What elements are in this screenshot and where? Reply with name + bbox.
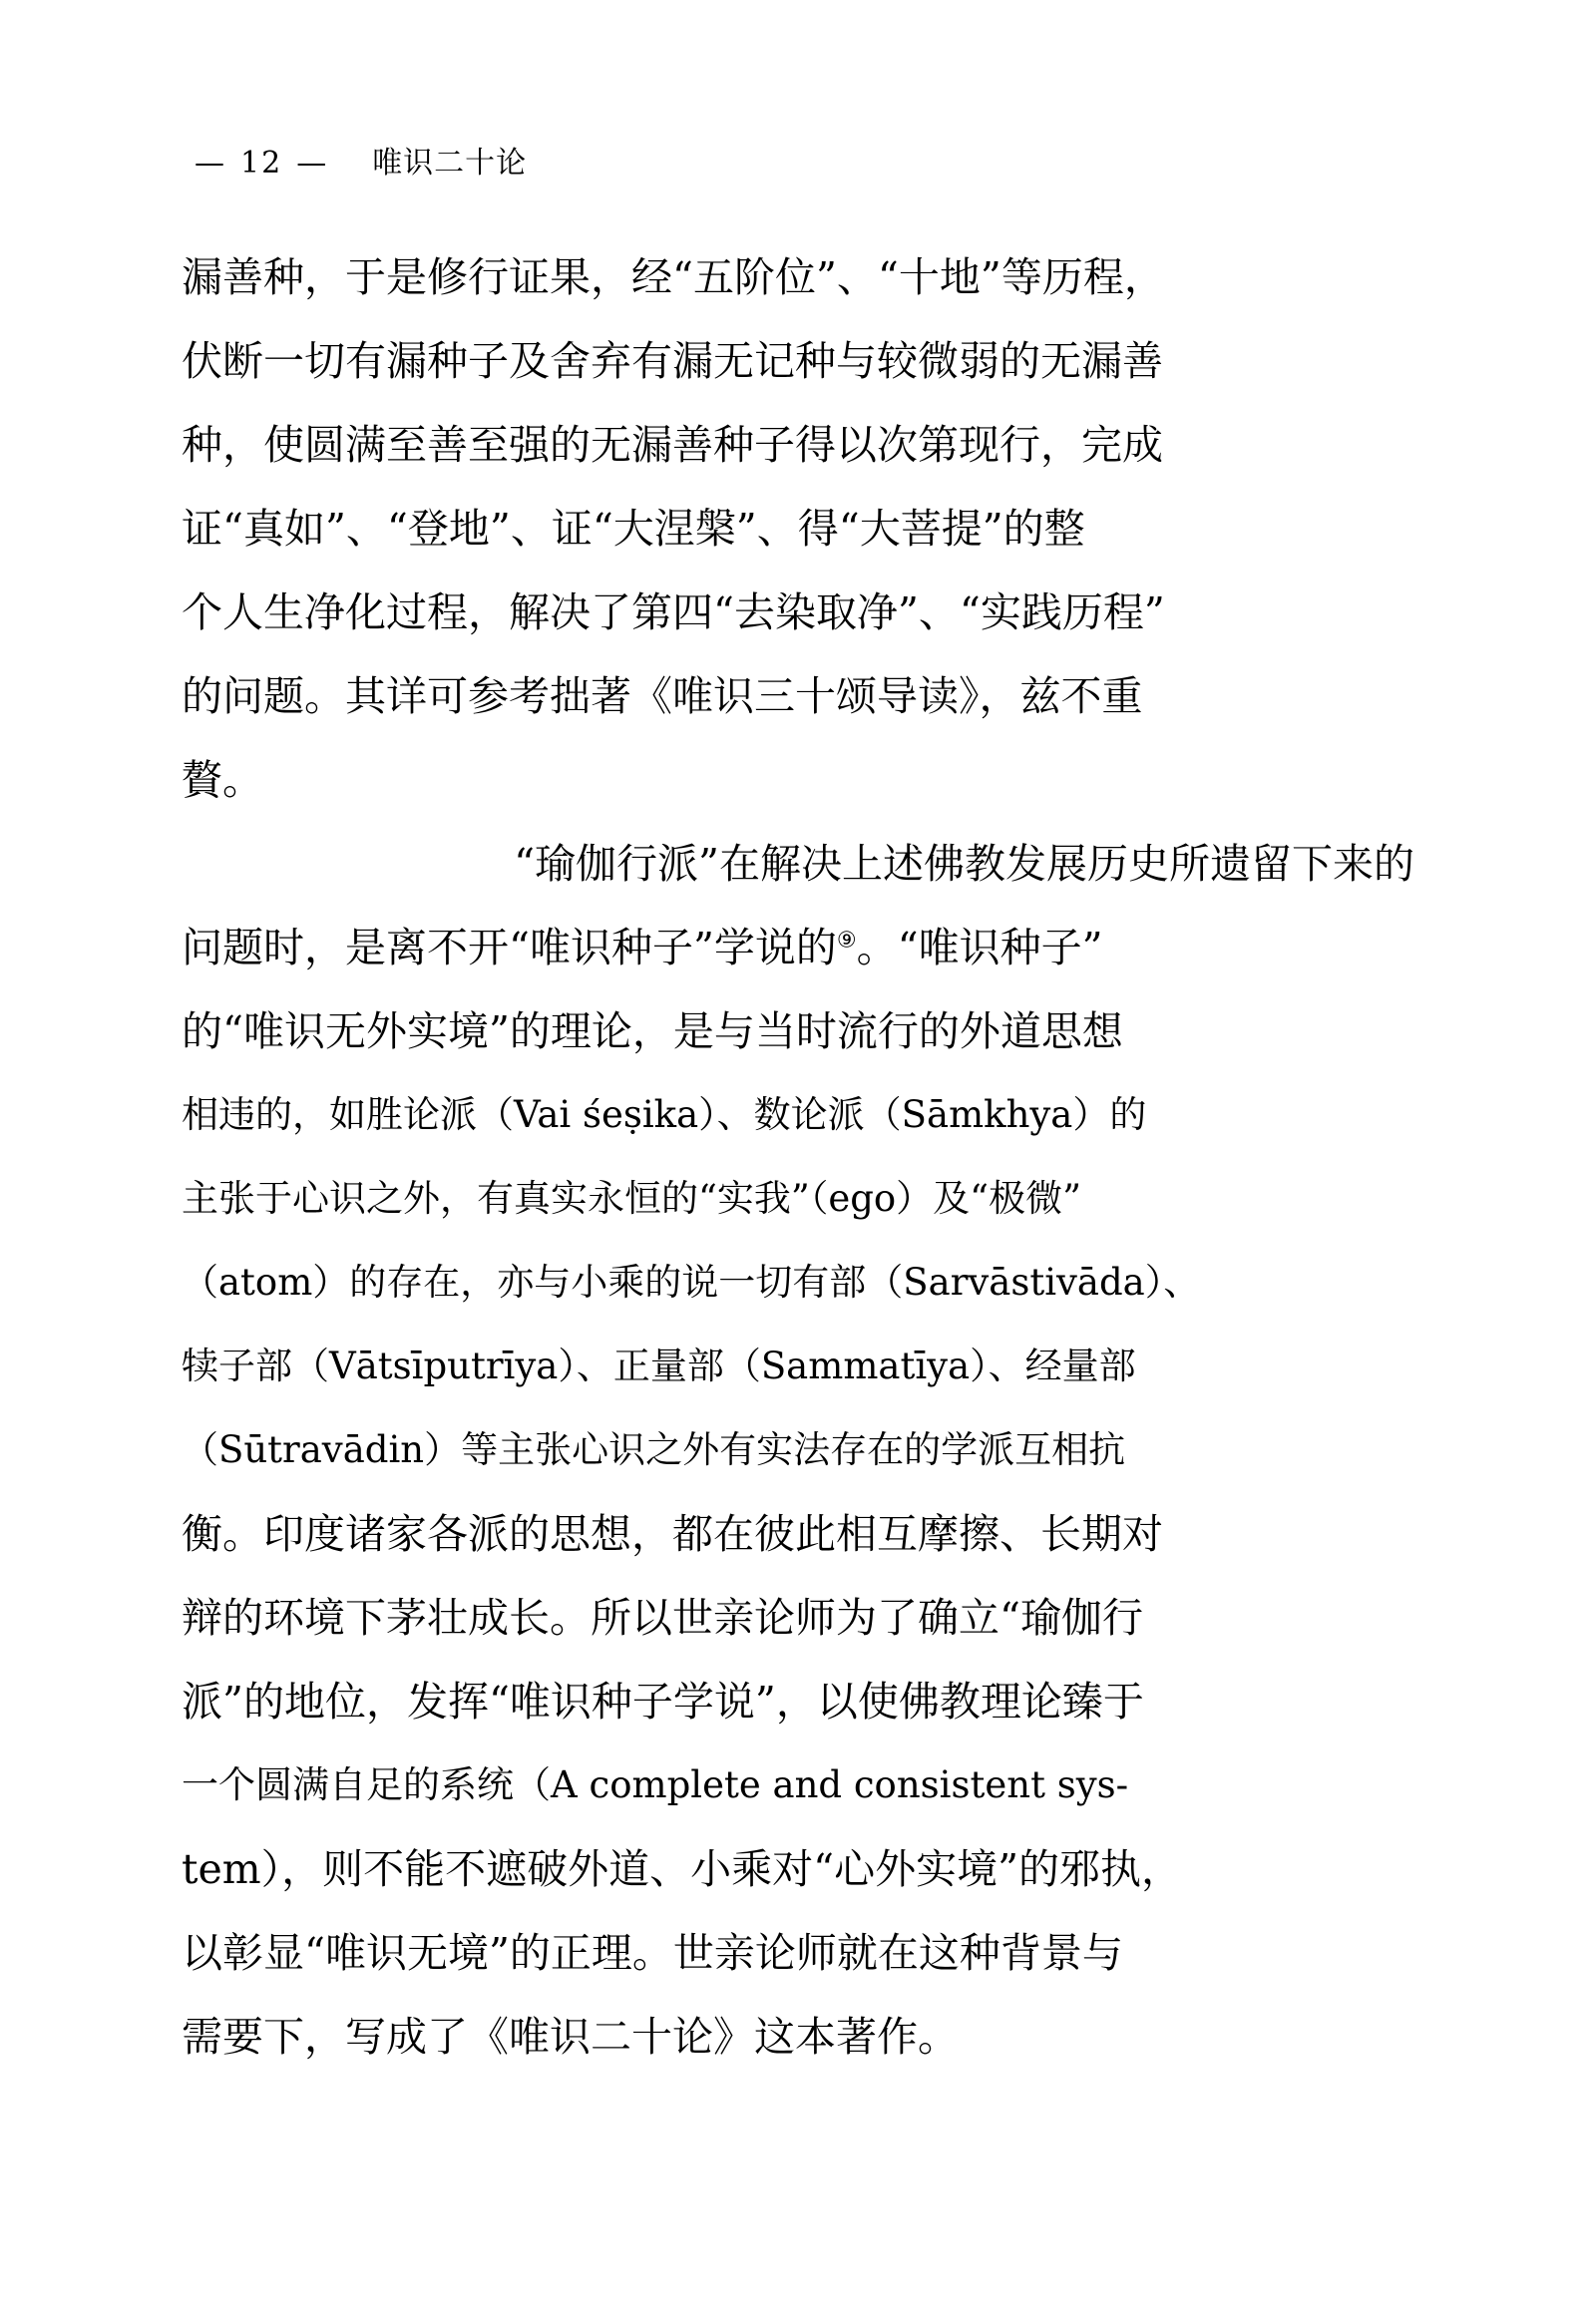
text-line [182, 1827, 1414, 1911]
text-line-content: 贅。 [182, 756, 263, 804]
text-line-content: 的“唯识无外实境”的理论，是与当时流行的外道思想 [182, 1007, 1123, 1055]
text-line [182, 1157, 1414, 1241]
text-line [182, 1241, 1414, 1325]
text-line-content-cont: 。“唯识种子” [856, 924, 1103, 971]
text-line [182, 1325, 1414, 1408]
text-line [182, 906, 1414, 989]
text-line-content: 派”的地位，发挥“唯识种子学说”，以使佛教理论臻于 [182, 1678, 1144, 1726]
text-line-content: “瑜伽行派”在解决上述佛教发展历史所遗留下来的 [514, 840, 1414, 888]
page-header [185, 138, 527, 182]
text-line [182, 571, 1414, 654]
header-left-dash: — [195, 146, 226, 181]
header-right-dash: — [296, 146, 329, 181]
footnote-marker: ⑨ [836, 928, 857, 954]
text-line [182, 1995, 1414, 2079]
text-line [182, 1073, 1414, 1157]
text-line-content: 的问题。其详可参考拙著《唯识三十颂导读》，兹不重 [182, 672, 1143, 720]
page-number: 12 [240, 146, 283, 181]
text-line-content: 犊子部（Vātsīputrīya）、正量部（Sammatīya）、经量部 [182, 1345, 1136, 1387]
text-line-content: （atom）的存在，亦与小乘的说一切有部（Sarvāstivāda）、 [182, 1261, 1201, 1304]
text-line-content: 伏断一切有漏种子及舍弃有漏无记种与较微弱的无漏善 [182, 337, 1163, 385]
text-line-content: 需要下，写成了《唯识二十论》这本著作。 [182, 2013, 959, 2061]
text-line-content: 以彰显“唯识无境”的正理。世亲论师就在这种背景与 [182, 1929, 1123, 1977]
text-line [182, 1408, 1414, 1492]
text-line [182, 1911, 1414, 1995]
text-line [182, 319, 1414, 403]
text-line-content: 辩的环境下茅壮成长。所以世亲论师为了确立“瑜伽行 [182, 1594, 1143, 1642]
text-line [182, 1492, 1414, 1576]
text-line [182, 822, 1414, 906]
text-line [182, 235, 1414, 319]
paragraph-indent [182, 822, 263, 906]
text-line-content: （Sūtravādin）等主张心识之外有实法存在的学派互相抗 [182, 1428, 1126, 1471]
text-line-content: 衡。印度诸家各派的思想，都在彼此相互摩擦、长期对 [182, 1510, 1163, 1558]
text-line [182, 1576, 1414, 1660]
text-line-content: 问题时，是离不开“唯识种子”学说的 [182, 924, 837, 971]
text-line [182, 654, 1414, 738]
text-line-content: 相违的，如胜论派（Vai śeṣika）、数论派（Sāmkhya）的 [182, 1093, 1147, 1136]
text-line-content: 个人生净化过程，解决了第四“去染取净”、“实践历程” [182, 588, 1165, 636]
text-line [182, 1660, 1414, 1743]
text-line-content: 漏善种，于是修行证果，经“五阶位”、“十地”等历程， [182, 253, 1165, 301]
body-text [182, 235, 1414, 2079]
text-line [182, 738, 1414, 822]
text-line-content: tem），则不能不遮破外道、小乘对“心外实境”的邪执， [182, 1845, 1183, 1893]
text-line [182, 403, 1414, 487]
text-line-content: 证“真如”、“登地”、证“大涅槃”、得“大菩提”的整 [182, 505, 1085, 553]
text-line [182, 1743, 1414, 1827]
text-line-content: 一个圆满自足的系统（A complete and consistent sys- [182, 1763, 1129, 1806]
text-line-content: 主张于心识之外，有真实永恒的“实我”（ego）及“极微” [182, 1177, 1082, 1220]
paragraph-1 [182, 235, 1414, 822]
text-line-content: 种，使圆满至善至强的无漏善种子得以次第现行，完成 [182, 421, 1163, 469]
text-line [182, 487, 1414, 571]
text-line [182, 989, 1414, 1073]
paragraph-2 [182, 822, 1414, 2079]
book-title: 唯识二十论 [372, 146, 528, 181]
